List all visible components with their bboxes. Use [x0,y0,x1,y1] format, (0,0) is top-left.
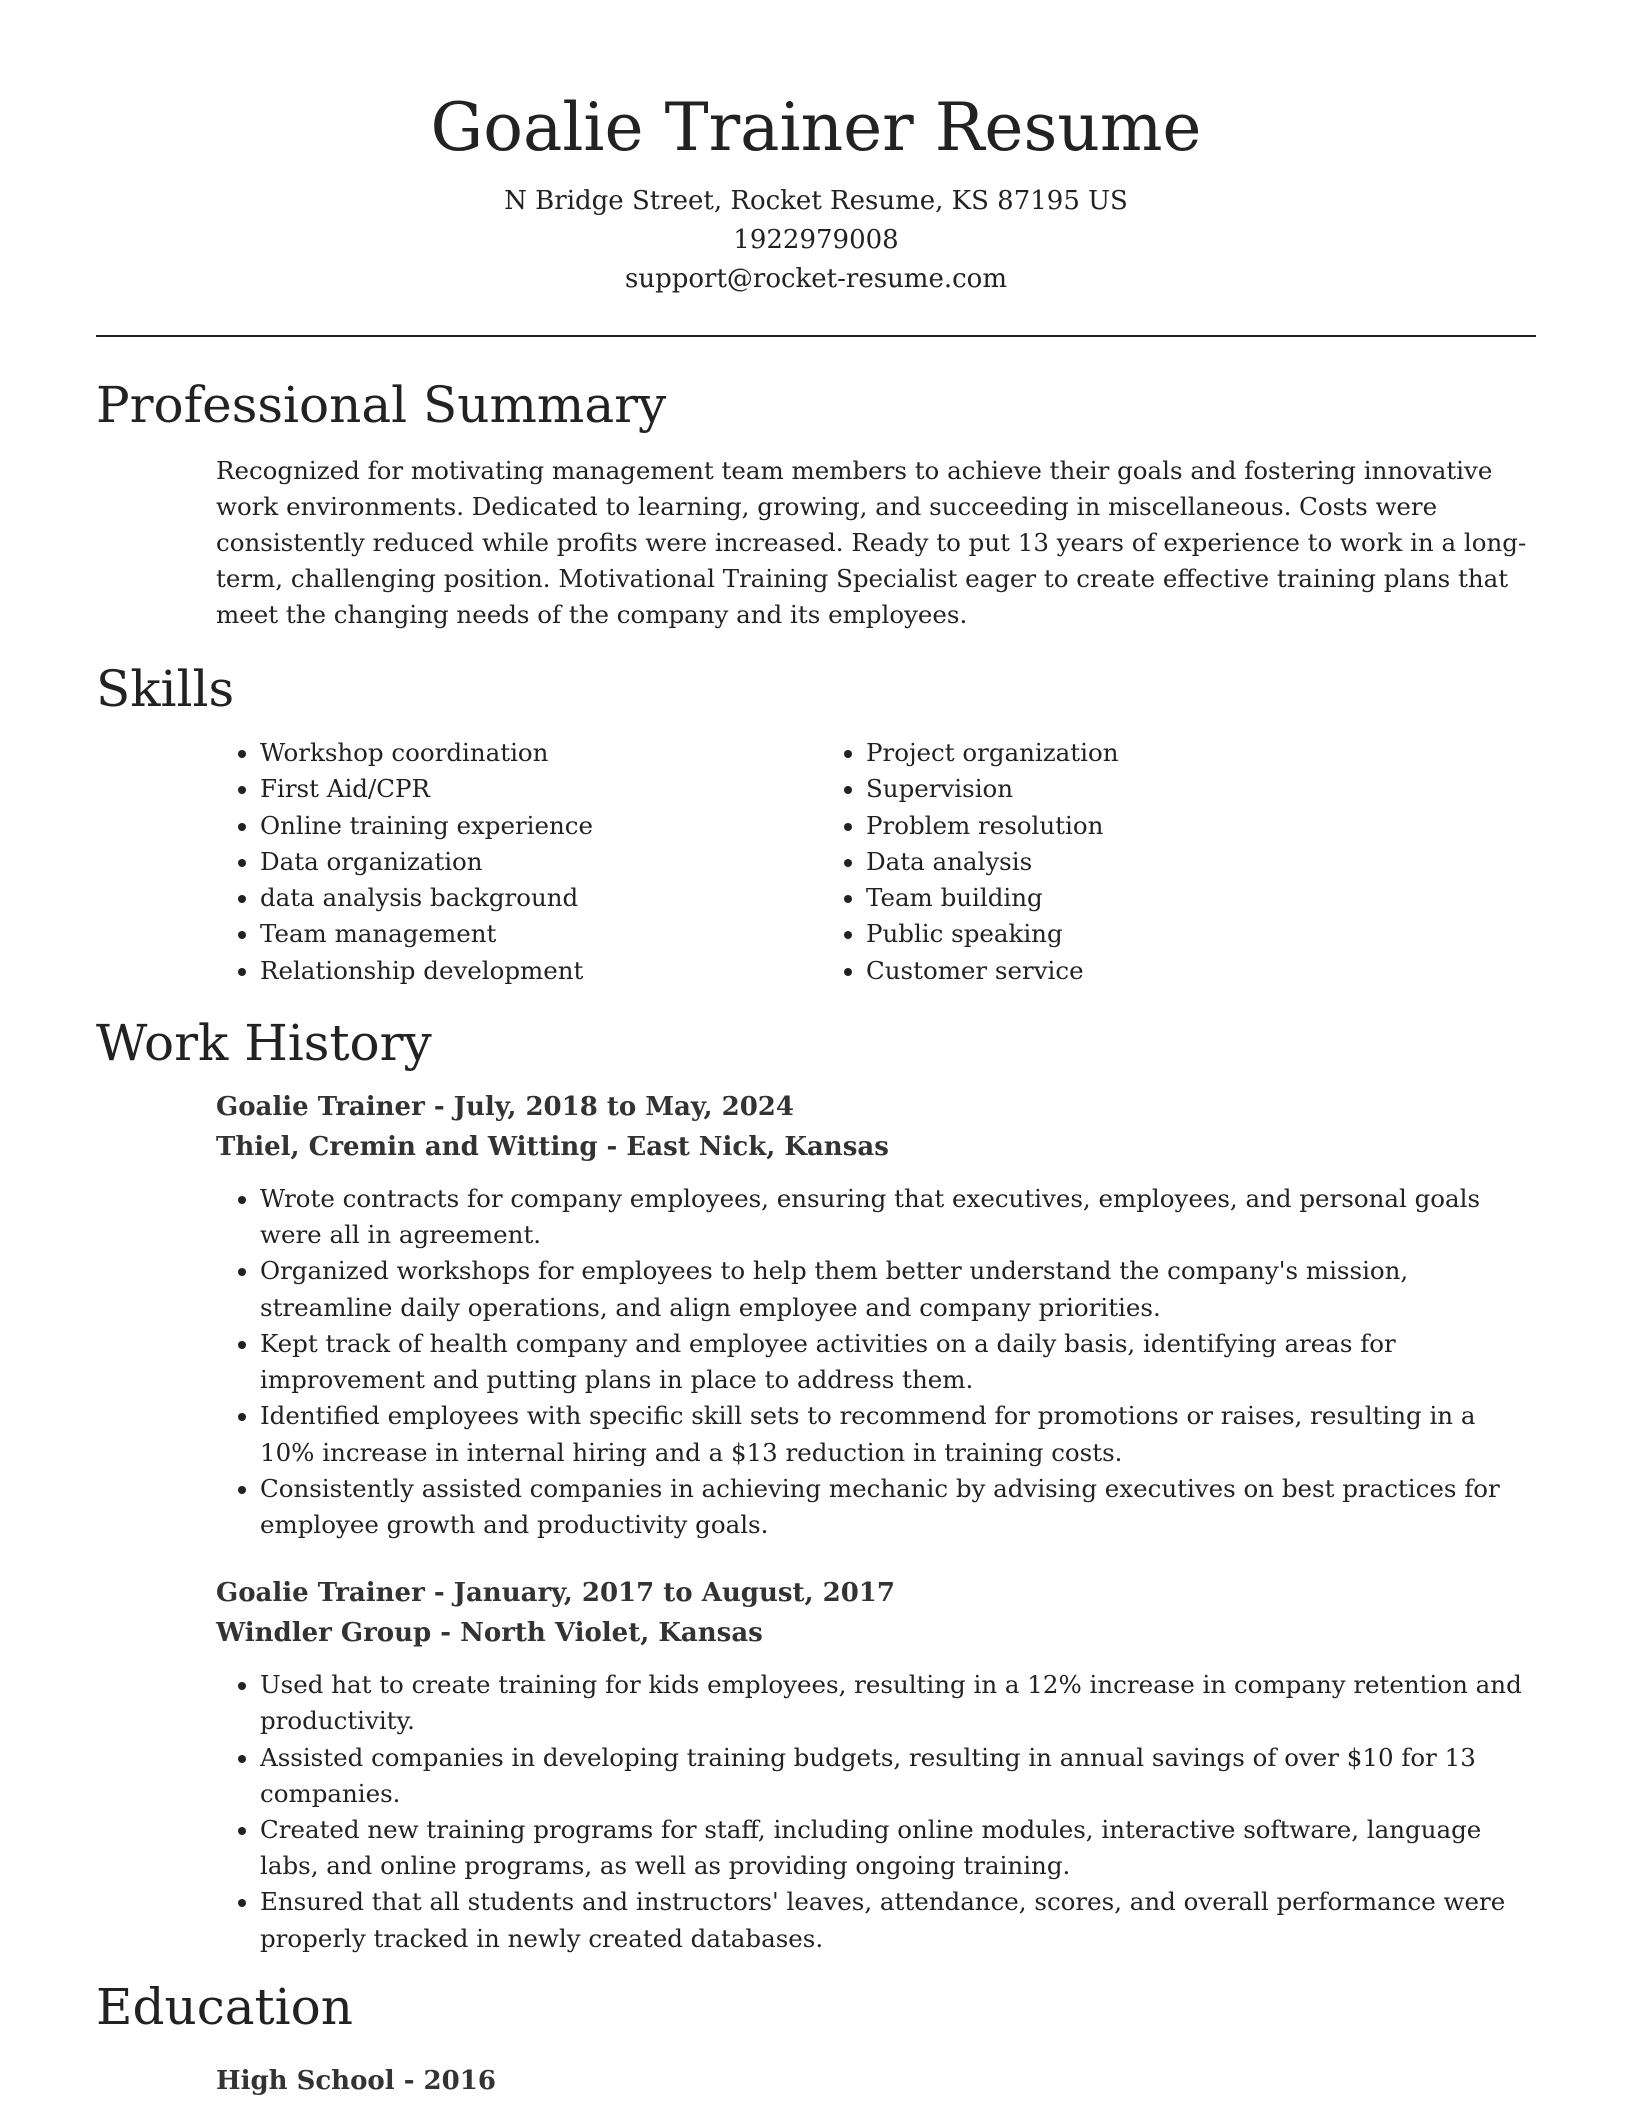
skill-item: • Public speaking [866,916,1428,952]
summary-text: Recognized for motivating management team members to achieve their goals and fostering innovative work environments. Dedicated to learning, growing, and succeeding in miscellaneous. Costs were consistently reduced while profits were increased. Ready to put 13 years of experience to work in a long-term, challenging position. Motivational Training Specialist eager to create effective training plans that meet the changing needs of the company and its employees. [216,456,1527,629]
skill-item: • Relationship development [260,953,822,989]
education-section [96,1975,1536,2101]
job-role-dates: Goalie Trainer - July, 2018 to May, 2024 [216,1092,794,1123]
skill-item: • Online training experience [260,808,822,844]
skills-grid [216,735,1536,989]
job-duty-item: • Identified employees with specific skill sets to recommend for promotions or raises, resulting in a 10% increase in internal hiring and a $13 reduction in training costs. [260,1398,1536,1470]
skill-item: • Workshop coordination [260,735,822,771]
resume-header [96,84,1536,337]
job-duty-item: • Kept track of health company and employee activities on a daily basis, identifying areas for improvement and putting plans in place to address them. [260,1326,1536,1398]
contact-email: support@rocket-resume.com [624,264,1007,294]
contact-info [96,182,1536,299]
skill-item: • Problem resolution [866,808,1428,844]
section-title-skills: Skills [96,660,235,718]
section-title-education: Education [96,1977,353,2036]
job-duty-item: • Consistently assisted companies in achieving mechanic by advising executives on best practices for employee growth and productivity goals. [260,1471,1536,1543]
skills-column-right [822,735,1428,989]
work-history-section [96,1011,1536,1957]
job-company-location: Windler Group - North Violet, Kansas [216,1618,763,1649]
contact-address: N Bridge Street, Rocket Resume, KS 87195 US [504,186,1128,216]
header-divider [96,335,1536,337]
professional-summary-section [96,373,1536,633]
skill-item: • data analysis background [260,880,822,916]
job-duties [216,1667,1536,1957]
job-duty-item: • Wrote contracts for company employees, ensuring that executives, employees, and personal goals were all in agreement. [260,1181,1536,1253]
job-entry [216,1087,1536,1543]
job-duty-item: • Assisted companies in developing training budgets, resulting in annual savings of over $10 for 13 companies. [260,1740,1536,1812]
contact-phone: 1922979008 [733,225,899,255]
skill-item: • Team building [866,880,1428,916]
section-title-work: Work History [96,1014,432,1073]
job-role-dates: Goalie Trainer - January, 2017 to August, 2017 [216,1578,895,1609]
job-duties [216,1181,1536,1543]
job-duty-item: • Organized workshops for employees to help them better understand the company's mission, streamline daily operations, and align employee and company priorities. [260,1253,1536,1325]
job-duty-item: • Created new training programs for staff, including online modules, interactive software, language labs, and online programs, as well as providing ongoing training. [260,1812,1536,1884]
skill-item: • Data analysis [866,844,1428,880]
skill-item: • Data organization [260,844,822,880]
job-company-location: Thiel, Cremin and Witting - East Nick, Kansas [216,1132,889,1163]
skills-column-left [216,735,822,989]
resume-page [96,0,1536,2101]
skills-section [96,657,1536,989]
skill-item: • First Aid/CPR [260,771,822,807]
skill-item: • Team management [260,916,822,952]
resume-title: Goalie Trainer Resume [430,89,1202,166]
skill-item: • Customer service [866,953,1428,989]
education-item: High School - 2016 [216,2065,496,2096]
skill-item: • Project organization [866,735,1428,771]
job-duty-item: • Ensured that all students and instructors' leaves, attendance, scores, and overall performance were properly tracked in newly created databases. [260,1884,1536,1956]
section-title-summary: Professional Summary [96,376,667,434]
job-duty-item: • Used hat to create training for kids employees, resulting in a 12% increase in company retention and productivity. [260,1667,1536,1739]
skill-item: • Supervision [866,771,1428,807]
job-entry [216,1573,1536,1957]
